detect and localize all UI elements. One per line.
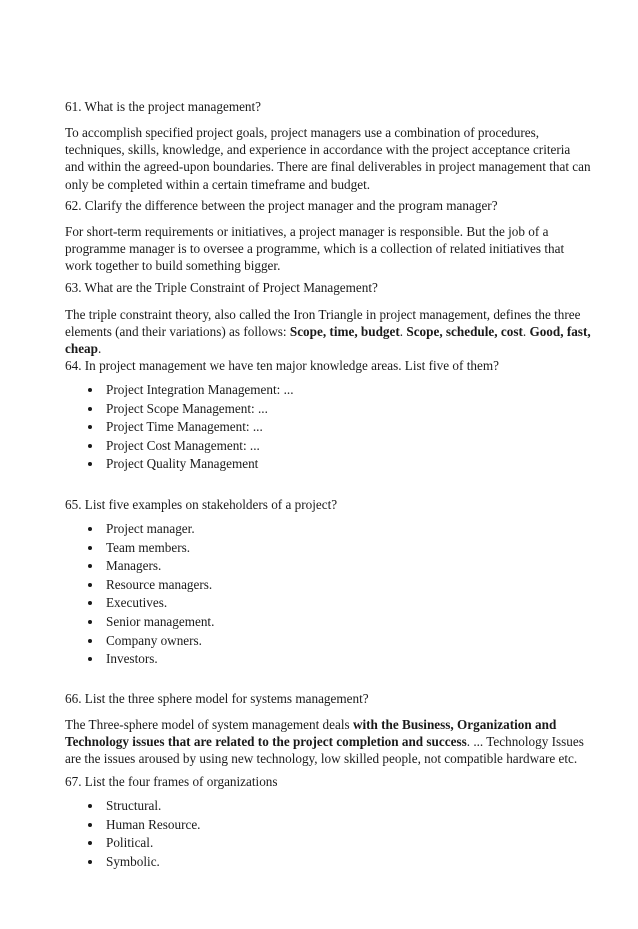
answer-bold-text: cheap [65,341,98,357]
bullet-icon [88,444,92,448]
bullet-icon [88,546,92,550]
question-64-title: 64. In project management we have ten major knowledge areas. List five of them? [65,358,499,373]
question-65-list [88,520,214,669]
answer-line [65,340,595,357]
answer-text: . [97,341,102,357]
bullet-icon [88,462,92,466]
list-item-text: Project Cost Management: ... [106,437,260,453]
list-item [88,797,200,816]
bullet-icon [88,657,92,661]
answer-text: . ... Technology Issues [466,734,584,750]
bullet-icon [88,639,92,643]
bullet-icon [88,860,92,864]
list-item-text: Project Integration Management: ... [106,382,294,397]
list-item [88,418,294,437]
question-63-answer [65,306,595,358]
answer-line: only be completed within a certain timeframe and budget. [65,176,371,192]
list-item-text: Investors. [106,651,158,667]
question-67-list [88,797,200,871]
question-62-title: 62. Clarify the difference between the project manager and the program manager? [65,198,498,213]
list-item-text: Company owners. [106,632,202,648]
list-item [88,455,294,474]
question-62-answer [65,223,595,275]
list-item-text: Project manager. [106,521,195,536]
bullet-icon [88,407,92,411]
list-item-text: Structural. [106,798,162,813]
list-item-text: Human Resource. [106,816,201,832]
question-66-answer [65,716,595,768]
answer-text: The Three-sphere model of system management deals [65,717,353,732]
answer-bold-text: Scope, schedule, cost [406,324,523,340]
list-item [88,816,200,835]
answer-line: are the issues aroused by using new technology, low skilled people, not compatible hardware etc. [65,751,578,767]
answer-line [65,716,595,733]
answer-text: elements (and their variations) as follows: [65,324,290,340]
bullet-icon [88,583,92,587]
list-item [88,594,214,613]
bullet-icon [88,601,92,605]
answer-line: work together to build something bigger. [65,258,281,274]
bullet-icon [88,620,92,624]
list-item-text: Project Time Management: ... [106,419,263,435]
answer-line: and within the agreed-upon boundaries. There are final deliverables in project management that can [65,159,591,175]
question-61-answer [65,124,595,193]
bullet-icon [88,823,92,827]
list-item [88,557,214,576]
list-item-text: Symbolic. [106,853,160,869]
answer-text: . [522,324,530,340]
bullet-icon [88,841,92,845]
answer-line: For short-term requirements or initiatives, a project manager is responsible. But the job of a [65,224,549,239]
answer-line [65,733,595,750]
answer-bold-text: with the Business, Organization and [352,717,557,732]
list-item-text: Team members. [106,539,191,555]
answer-line: programme manager is to oversee a programme, which is a collection of related initiatives that [65,241,565,257]
bullet-icon [88,564,92,568]
list-item-text: Executives. [106,595,168,611]
bullet-icon [88,527,92,531]
list-item [88,613,214,632]
bullet-icon [88,804,92,808]
question-64-list [88,381,294,474]
bullet-icon [88,388,92,392]
question-67-title: 67. List the four frames of organizations [65,774,278,789]
list-item [88,834,200,853]
answer-bold-text: Scope, time, budget [289,324,400,340]
list-item-text: Project Scope Management: ... [106,400,268,416]
answer-line: To accomplish specified project goals, project managers use a combination of procedures, [65,125,540,140]
answer-text: . [399,324,407,340]
list-item [88,400,294,419]
list-item [88,381,294,400]
list-item [88,632,214,651]
answer-line: The triple constraint theory, also called the Iron Triangle in project management, defines the three [65,307,581,322]
list-item [88,539,214,558]
list-item-text: Project Quality Management [106,456,259,472]
question-66-title: 66. List the three sphere model for systems management? [65,691,369,706]
question-61-title: 61. What is the project management? [65,99,262,114]
question-65-title: 65. List five examples on stakeholders of a project? [65,497,338,512]
list-item [88,853,200,872]
list-item [88,650,214,669]
list-item-text: Resource managers. [106,576,213,592]
question-63-title: 63. What are the Triple Constraint of Project Management? [65,280,378,295]
bullet-icon [88,425,92,429]
answer-line: techniques, skills, knowledge, and experience in accordance with the project acceptance criteria [65,142,571,158]
list-item [88,437,294,456]
list-item-text: Managers. [106,558,162,574]
answer-line [65,323,595,340]
answer-bold-text: Good, fast, [529,324,591,340]
list-item-text: Senior management. [106,613,215,629]
list-item [88,576,214,595]
answer-bold-text: Technology issues that are related to the project completion and success [65,734,467,750]
list-item [88,520,214,539]
list-item-text: Political. [106,835,154,851]
